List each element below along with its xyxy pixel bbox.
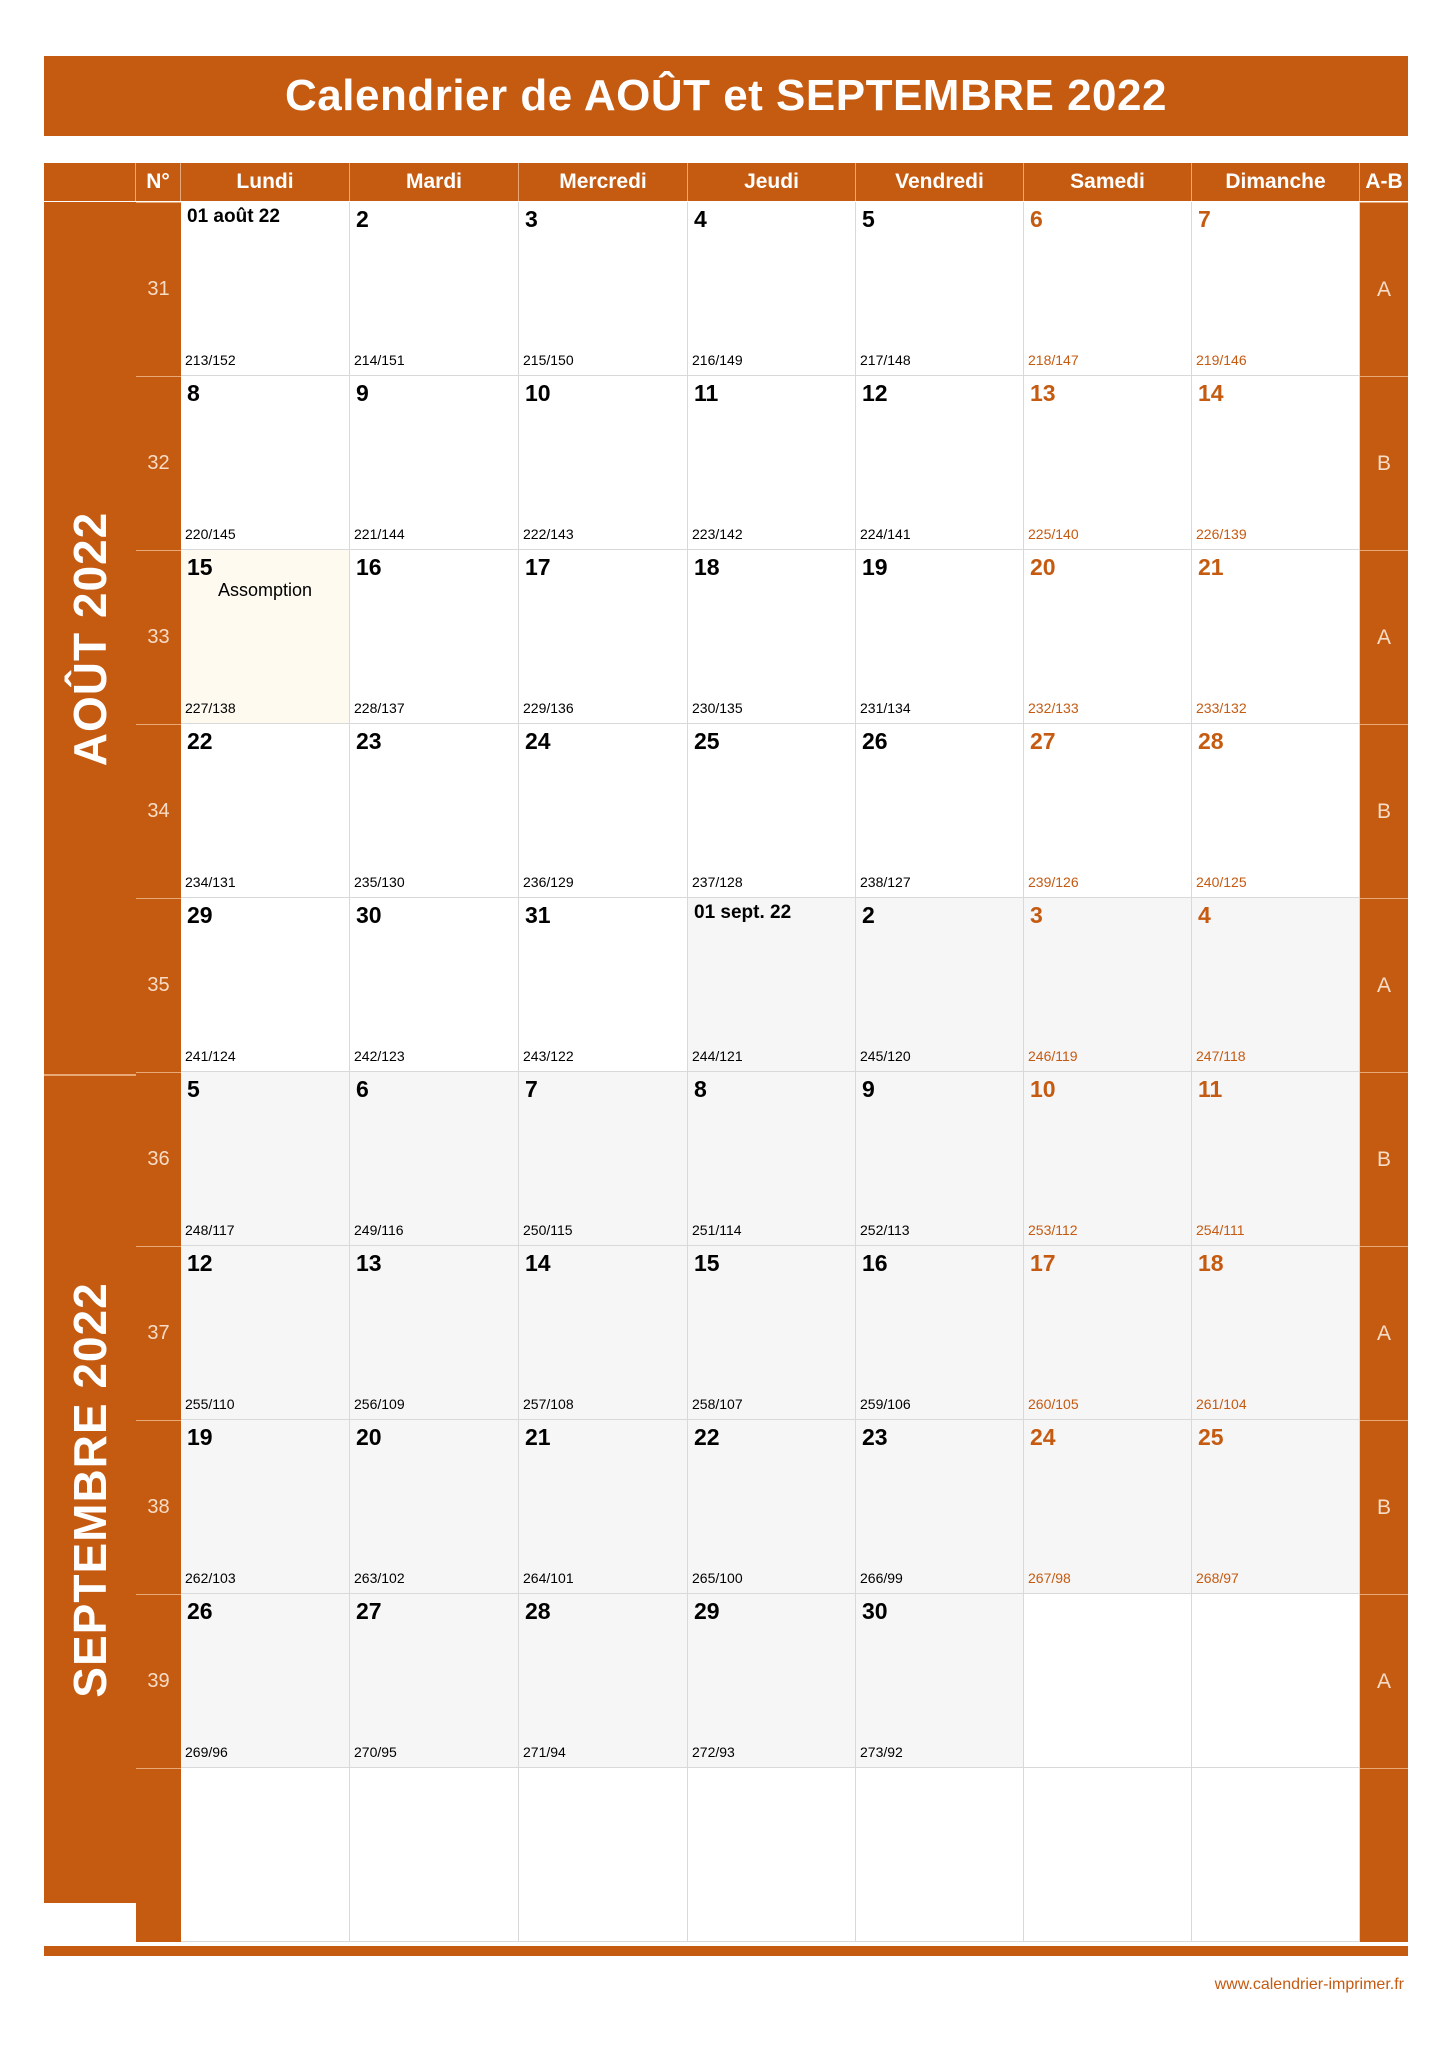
day-of-year: 267/98 [1028, 1570, 1071, 1586]
day-cell[interactable] [1192, 1768, 1360, 1942]
day-number: 31 [525, 902, 551, 928]
day-of-year: 215/150 [523, 352, 574, 368]
week-ab: B [1360, 1072, 1408, 1246]
day-cell[interactable] [688, 898, 856, 1072]
day-number: 20 [1030, 554, 1056, 580]
day-cell[interactable] [1024, 1072, 1192, 1246]
month-label-september [44, 1076, 136, 1903]
day-number: 9 [862, 1076, 875, 1102]
day-cell[interactable] [519, 1768, 688, 1942]
day-of-year: 229/136 [523, 700, 574, 716]
day-of-year: 259/106 [860, 1396, 911, 1412]
day-cell[interactable] [688, 376, 856, 550]
day-number: 24 [525, 728, 551, 754]
day-cell[interactable] [350, 1420, 519, 1594]
day-cell[interactable] [350, 550, 519, 724]
week-number: 33 [136, 550, 181, 724]
day-number: 15 [694, 1250, 720, 1276]
day-cell[interactable] [181, 1246, 350, 1420]
day-cell[interactable] [1024, 202, 1192, 376]
day-of-year: 234/131 [185, 874, 236, 890]
week-number: 37 [136, 1246, 181, 1420]
week-number: 35 [136, 898, 181, 1072]
day-number: 4 [1198, 902, 1211, 928]
day-cell[interactable] [1024, 1420, 1192, 1594]
day-cell[interactable] [856, 1768, 1024, 1942]
day-number: 7 [525, 1076, 538, 1102]
week-number: 34 [136, 724, 181, 898]
day-cell[interactable] [350, 1594, 519, 1768]
day-number: 27 [356, 1598, 382, 1624]
day-cell[interactable] [1024, 1594, 1192, 1768]
day-of-year: 271/94 [523, 1744, 566, 1760]
week-ab: A [1360, 898, 1408, 1072]
day-cell[interactable] [856, 1420, 1024, 1594]
day-number: 16 [862, 1250, 888, 1276]
header-day-jeudi: Jeudi [688, 163, 856, 201]
day-of-year: 253/112 [1028, 1222, 1078, 1238]
month-label-text: AOÛT 2022 [64, 511, 116, 766]
day-number: 22 [187, 728, 213, 754]
footer-website: www.calendrier-imprimer.fr [1214, 1976, 1404, 1993]
week-ab: A [1360, 1594, 1408, 1768]
day-number: 15 [187, 554, 213, 580]
day-of-year: 248/117 [185, 1222, 235, 1238]
day-of-year: 252/113 [860, 1222, 910, 1238]
week-number [136, 1768, 181, 1942]
header-day-mercredi: Mercredi [519, 163, 688, 201]
day-of-year: 233/132 [1196, 700, 1247, 716]
day-number: 18 [694, 554, 720, 580]
day-of-year: 262/103 [185, 1570, 236, 1586]
day-number: 19 [187, 1424, 213, 1450]
day-cell[interactable] [856, 898, 1024, 1072]
header-day-dimanche: Dimanche [1192, 163, 1360, 201]
day-cell[interactable] [350, 898, 519, 1072]
day-of-year: 269/96 [185, 1744, 228, 1760]
day-cell[interactable] [519, 724, 688, 898]
day-number: 16 [356, 554, 382, 580]
day-number: 26 [187, 1598, 213, 1624]
day-number: 01 sept. 22 [694, 902, 792, 923]
day-of-year: 268/97 [1196, 1570, 1239, 1586]
day-number: 19 [862, 554, 888, 580]
day-cell[interactable] [856, 1246, 1024, 1420]
day-number: 29 [694, 1598, 720, 1624]
day-number: 6 [356, 1076, 369, 1102]
day-number: 29 [187, 902, 213, 928]
day-cell[interactable] [181, 202, 350, 376]
day-number: 11 [694, 380, 719, 406]
day-number: 10 [1030, 1076, 1056, 1102]
header-day-mardi: Mardi [350, 163, 519, 201]
day-cell[interactable] [1192, 376, 1360, 550]
day-of-year: 222/143 [523, 526, 574, 542]
header-ab: A-B [1365, 170, 1403, 193]
day-number: 25 [1198, 1424, 1224, 1450]
day-cell[interactable] [1192, 202, 1360, 376]
day-cell[interactable] [688, 1072, 856, 1246]
day-number: 18 [1198, 1250, 1224, 1276]
holiday-label: Assomption [217, 580, 313, 600]
day-number: 2 [356, 206, 369, 232]
day-number: 21 [1198, 554, 1224, 580]
day-number: 23 [862, 1424, 888, 1450]
day-cell[interactable] [688, 724, 856, 898]
day-of-year: 228/137 [354, 700, 405, 716]
day-number: 27 [1030, 728, 1056, 754]
day-of-year: 273/92 [860, 1744, 903, 1760]
day-of-year: 272/93 [692, 1744, 735, 1760]
day-number: 28 [1198, 728, 1224, 754]
day-number: 01 août 22 [187, 206, 280, 227]
day-cell[interactable] [1192, 1072, 1360, 1246]
week-number: 32 [136, 376, 181, 550]
day-of-year: 230/135 [692, 700, 743, 716]
day-of-year: 254/111 [1196, 1222, 1245, 1238]
day-of-year: 224/141 [860, 526, 911, 542]
day-cell[interactable] [1024, 1768, 1192, 1942]
day-cell[interactable] [856, 1594, 1024, 1768]
day-cell[interactable] [350, 1246, 519, 1420]
day-of-year: 257/108 [523, 1396, 574, 1412]
day-of-year: 241/124 [185, 1048, 236, 1064]
day-cell[interactable] [688, 202, 856, 376]
week-ab: A [1360, 1246, 1408, 1420]
week-ab: B [1360, 376, 1408, 550]
day-cell[interactable] [856, 376, 1024, 550]
day-of-year: 264/101 [523, 1570, 574, 1586]
day-cell[interactable] [856, 550, 1024, 724]
week-ab: A [1360, 202, 1408, 376]
day-cell[interactable] [1192, 1594, 1360, 1768]
day-cell[interactable] [1192, 1246, 1360, 1420]
header-day-vendredi: Vendredi [856, 163, 1024, 201]
day-cell[interactable] [350, 202, 519, 376]
day-number: 3 [525, 206, 538, 232]
day-cell[interactable] [519, 1246, 688, 1420]
day-of-year: 266/99 [860, 1570, 903, 1586]
day-cell[interactable] [350, 376, 519, 550]
day-of-year: 221/144 [354, 526, 405, 542]
day-number: 30 [356, 902, 382, 928]
day-cell[interactable] [688, 1594, 856, 1768]
day-cell[interactable] [519, 1072, 688, 1246]
day-number: 22 [694, 1424, 720, 1450]
day-of-year: 238/127 [860, 874, 911, 890]
day-number: 14 [525, 1250, 551, 1276]
day-of-year: 256/109 [354, 1396, 405, 1412]
bottom-bar [44, 1946, 1408, 1956]
week-number: 38 [136, 1420, 181, 1594]
day-number: 11 [1198, 1076, 1223, 1102]
day-number: 23 [356, 728, 382, 754]
day-cell[interactable] [688, 550, 856, 724]
day-of-year: 216/149 [692, 352, 743, 368]
day-number: 25 [694, 728, 720, 754]
day-of-year: 245/120 [860, 1048, 911, 1064]
day-cell[interactable] [181, 898, 350, 1072]
day-number: 2 [862, 902, 875, 928]
week-ab [1360, 1768, 1408, 1942]
day-number: 3 [1030, 902, 1043, 928]
day-cell[interactable] [519, 898, 688, 1072]
day-of-year: 242/123 [354, 1048, 405, 1064]
day-of-year: 227/138 [185, 700, 236, 716]
day-cell[interactable] [350, 1072, 519, 1246]
day-cell[interactable] [1192, 550, 1360, 724]
day-number: 21 [525, 1424, 551, 1450]
day-number: 17 [525, 554, 551, 580]
day-number: 10 [525, 380, 551, 406]
header-week-number: N° [136, 163, 181, 201]
day-number: 4 [694, 206, 707, 232]
week-ab: B [1360, 724, 1408, 898]
week-number: 39 [136, 1594, 181, 1768]
day-number: 8 [694, 1076, 707, 1102]
day-number: 5 [187, 1076, 200, 1102]
day-of-year: 214/151 [354, 352, 405, 368]
day-of-year: 226/139 [1196, 526, 1247, 542]
day-cell[interactable] [181, 1594, 350, 1768]
week-number: 31 [136, 202, 181, 376]
day-of-year: 265/100 [692, 1570, 743, 1586]
calendar-header [44, 163, 1408, 201]
day-number: 12 [862, 380, 888, 406]
day-of-year: 213/152 [185, 352, 236, 368]
day-of-year: 246/119 [1028, 1048, 1078, 1064]
day-number: 8 [187, 380, 200, 406]
day-of-year: 239/126 [1028, 874, 1079, 890]
page-title: Calendrier de AOÛT et SEPTEMBRE 2022 [44, 56, 1408, 136]
day-of-year: 236/129 [523, 874, 574, 890]
day-cell[interactable] [519, 1420, 688, 1594]
day-number: 20 [356, 1424, 382, 1450]
day-cell[interactable] [519, 202, 688, 376]
day-cell[interactable] [181, 376, 350, 550]
day-number: 5 [862, 206, 875, 232]
day-cell[interactable] [1024, 1246, 1192, 1420]
day-cell[interactable] [519, 550, 688, 724]
day-of-year: 225/140 [1028, 526, 1079, 542]
month-label-text: SEPTEMBRE 2022 [64, 1281, 116, 1698]
month-label-august [44, 202, 136, 1075]
day-cell[interactable] [1024, 724, 1192, 898]
day-of-year: 240/125 [1196, 874, 1247, 890]
day-of-year: 232/133 [1028, 700, 1079, 716]
day-cell[interactable] [1024, 550, 1192, 724]
day-number: 28 [525, 1598, 551, 1624]
day-cell[interactable] [181, 1420, 350, 1594]
day-cell[interactable] [181, 550, 350, 724]
day-of-year: 231/134 [860, 700, 911, 716]
day-cell[interactable] [519, 1594, 688, 1768]
week-number: 36 [136, 1072, 181, 1246]
day-of-year: 270/95 [354, 1744, 397, 1760]
day-number: 7 [1198, 206, 1211, 232]
week-ab: B [1360, 1420, 1408, 1594]
day-cell[interactable] [1192, 724, 1360, 898]
day-cell[interactable] [350, 1768, 519, 1942]
day-cell[interactable] [1024, 898, 1192, 1072]
week-ab: A [1360, 550, 1408, 724]
day-of-year: 244/121 [692, 1048, 743, 1064]
day-number: 13 [356, 1250, 382, 1276]
day-of-year: 263/102 [354, 1570, 405, 1586]
day-cell[interactable] [1192, 1420, 1360, 1594]
day-number: 9 [356, 380, 369, 406]
day-of-year: 223/142 [692, 526, 743, 542]
day-of-year: 247/118 [1196, 1048, 1246, 1064]
day-number: 17 [1030, 1250, 1056, 1276]
day-cell[interactable] [856, 1072, 1024, 1246]
day-number: 6 [1030, 206, 1043, 232]
day-number: 24 [1030, 1424, 1056, 1450]
day-of-year: 219/146 [1196, 352, 1247, 368]
day-number: 30 [862, 1598, 888, 1624]
day-of-year: 220/145 [185, 526, 236, 542]
header-corner [44, 163, 136, 201]
day-number: 12 [187, 1250, 213, 1276]
day-of-year: 217/148 [860, 352, 911, 368]
day-cell[interactable] [688, 1420, 856, 1594]
day-of-year: 249/116 [354, 1222, 404, 1238]
day-of-year: 237/128 [692, 874, 743, 890]
day-number: 14 [1198, 380, 1224, 406]
header-day-lundi: Lundi [181, 163, 350, 201]
day-of-year: 258/107 [692, 1396, 743, 1412]
day-cell[interactable] [856, 724, 1024, 898]
day-of-year: 251/114 [692, 1222, 742, 1238]
header-day-samedi: Samedi [1024, 163, 1192, 201]
day-cell[interactable] [1024, 376, 1192, 550]
day-cell[interactable] [688, 1246, 856, 1420]
day-cell[interactable] [350, 724, 519, 898]
day-cell[interactable] [519, 376, 688, 550]
day-of-year: 250/115 [523, 1222, 573, 1238]
day-cell[interactable] [1192, 898, 1360, 1072]
day-of-year: 243/122 [523, 1048, 574, 1064]
day-number: 13 [1030, 380, 1056, 406]
day-number: 26 [862, 728, 888, 754]
day-of-year: 261/104 [1196, 1396, 1247, 1412]
day-cell[interactable] [181, 1072, 350, 1246]
day-cell[interactable] [181, 1768, 350, 1942]
day-cell[interactable] [856, 202, 1024, 376]
day-of-year: 260/105 [1028, 1396, 1079, 1412]
day-of-year: 235/130 [354, 874, 405, 890]
day-of-year: 218/147 [1028, 352, 1079, 368]
day-of-year: 255/110 [185, 1396, 235, 1412]
day-cell[interactable] [688, 1768, 856, 1942]
day-cell[interactable] [181, 724, 350, 898]
